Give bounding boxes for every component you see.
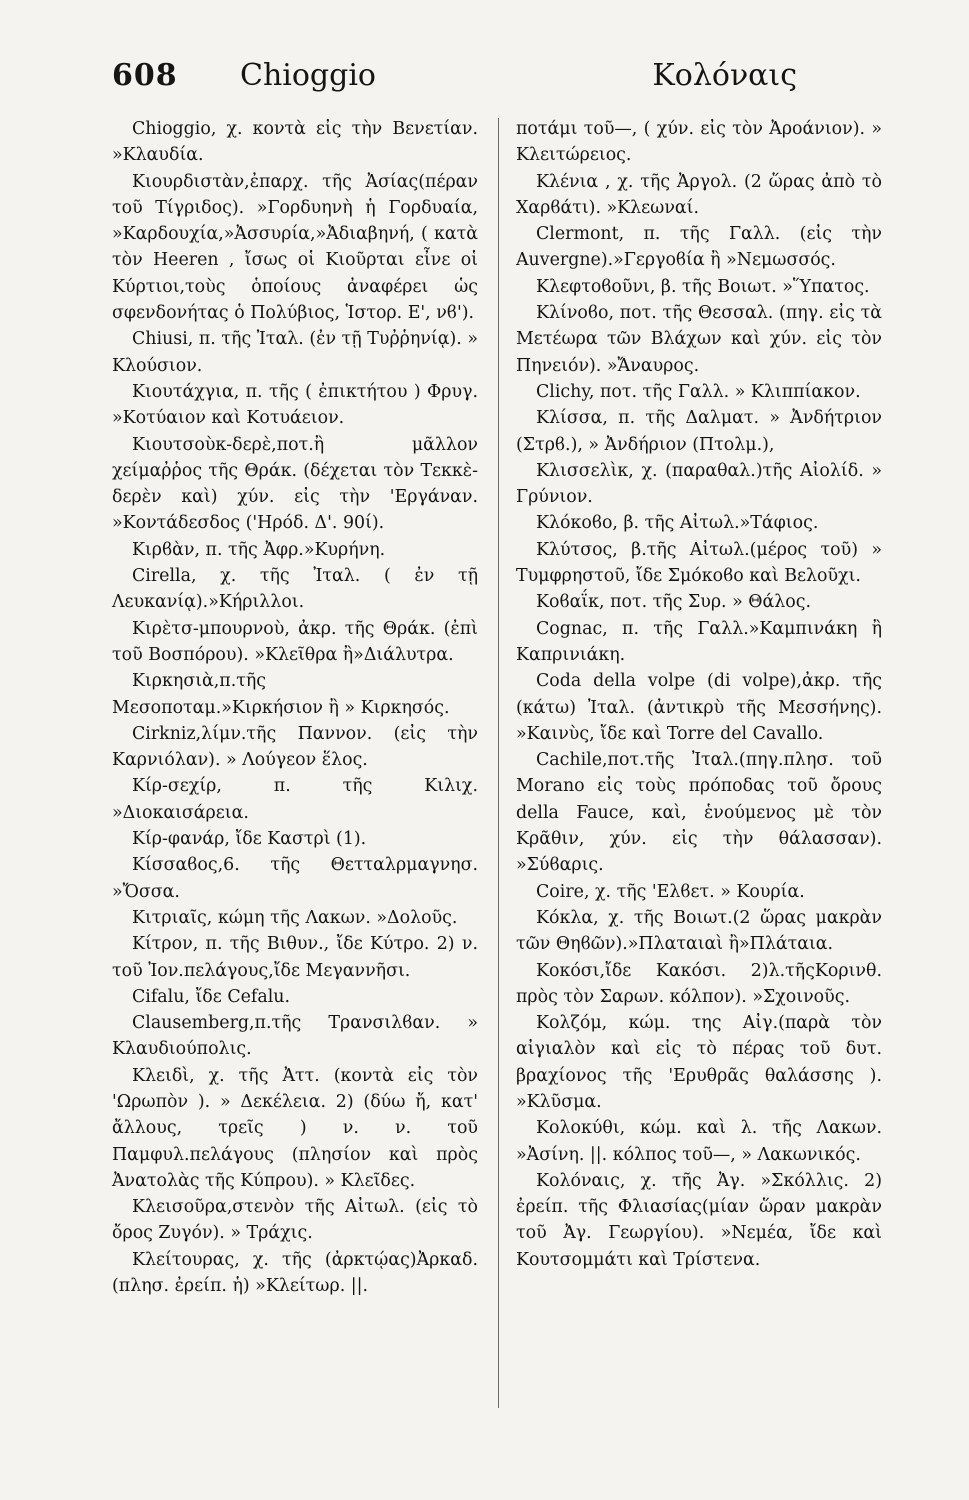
dictionary-entry: Κοκόσι,ἴδε Κακόσι. 2)λ.τῆςΚορινθ. πρὸς τὸν Σαρων. κόλπον). »Σχοινοῦς. [516,960,882,1007]
dictionary-entry: Clichy, ποτ. τῆς Γαλλ. » Κλιππίακον. [536,381,861,402]
dictionary-entry: Κιρκησιὰ,π.τῆς Μεσοποταμ.»Κιρκήσιον ἢ » Κιρκησός. [112,671,450,718]
dictionary-entry: Κλένια , χ. τῆς Ἀργολ. (2 ὥρας ἀπὸ τὸ Χαρϐάτι). »Κλεωναί. [516,171,882,218]
dictionary-entry: Κλειδὶ, χ. τῆς Ἀττ. (κοντὰ εἰς τὸν 'Ωρωπὸν ). » Δεκέλεια. 2) (δύω ἤ, κατ' ἄλλους, τρεῖς ) ν. ν. τοῦ Παμφυλ.πελάγους (πλησίον καὶ πρὸς Ἀνατολὰς τῆς Κύπρου). » Κλεῖδες. [112,1065,478,1191]
dictionary-entry: Κόκλα, χ. τῆς Βοιωτ.(2 ὥρας μακρὰν τῶν Θηϐῶν).»Πλαταιαὶ ἢ»Πλάταια. [516,907,882,955]
dictionary-entry: Κλισσελὶκ, χ. (παραθαλ.)τῆς Αἰολίδ. » Γρύνιον. [516,460,882,508]
dictionary-entry: Κιουρδιστὰν,ἐπαρχ. τῆς Ἀσίας(πέραν τοῦ Τίγριδος). »Γορδυηνὴ ἡ Γορδυαία, »Καρδουχία,»Ἀσσυρία,»Ἀδιαβηνή, ( κατὰ τὸν Heeren , ἴσως οἱ Κιοῦρται εἶνε οἱ Κύρτιοι,τοὺς ὁποίους ἀναφέρει ὡς σφενδονήτας ὁ Πολύβιος, Ἱστορ. Ε', νϐ'). [112,171,478,324]
dictionary-entry: Cirella, χ. τῆς Ἰταλ. ( ἐν τῇ Λευκανίᾳ).»Κήριλλοι. [112,566,478,613]
dictionary-entry: Cirkniz,λίμν.τῆς Παννον. (εἰς τὴν Καρνιόλαν). » Λούγεον ἕλος. [112,723,478,771]
dictionary-entry: Κλεφτοϐοῦνι, β. τῆς Βοιωτ. »Ὕπατος. [536,276,870,297]
column-divider [498,118,499,1408]
dictionary-entry: Κολοκύθι, κώμ. καὶ λ. τῆς Λακων. »Ἀσίνη. ||. κόλπος τοῦ—, » Λακωνικός. [516,1118,882,1165]
dictionary-entry: Cachile,ποτ.τῆς Ἰταλ.(πηγ.πλησ. τοῦ Morano εἰς τοὺς πρόποδας τοῦ ὄρους della Fauce, καὶ, ἑνούμενος μὲ τὸν Κρᾶθιν, χύν. εἰς τὴν θάλασσαν). »Σύϐαρις. [516,750,882,876]
dictionary-entry: Κίρ-φανάρ, ἴδε Καστρὶ (1). [132,829,367,850]
right-running-head: Κολόναις [652,58,797,93]
dictionary-entry: Clausemberg,π.τῆς Τρανσιλϐαν. » Κλαυδιούπολις. [112,1013,478,1060]
dictionary-entry: Cognac, π. τῆς Γαλλ.»Καμπινάκη ἢ Καπρινιάκη. [516,618,882,665]
dictionary-entry: Κοϐαΐκ, ποτ. τῆς Συρ. » Θάλος. [536,592,812,613]
page-number: 608 [112,58,178,93]
left-column [112,116,478,1299]
left-running-head: Chioggio [240,58,376,93]
dictionary-entry: Κλείτουρας, χ. τῆς (ἀρκτῴας)Ἀρκαδ. (πλησ. ἐρείπ. ἡ) »Κλείτωρ. ||. [112,1249,478,1297]
dictionary-entry: Κλίνοϐο, ποτ. τῆς Θεσσαλ. (πηγ. εἰς τὰ Μετέωρα τῶν Βλάχων καὶ χύν. εἰς τὸν Πηνειόν). »Ἄναυρος. [516,303,882,376]
dictionary-entry: Coda della volpe (di volpe),ἀκρ. τῆς (κάτω) Ἰταλ. (ἀντικρὺ τῆς Μεσσήνης). »Καινὺς, ἴδε καὶ Torre del Cavallo. [516,671,882,744]
dictionary-entry: Κολόναις, χ. τῆς Ἀγ. »Σκόλλις. 2) ἐρείπ. τῆς Φλιασίας(μίαν ὥραν μακρὰν τοῦ Ἀγ. Γεωργίου). »Νεμέα, ἴδε καὶ Κουτσομμάτι καὶ Τρίστενα. [516,1170,882,1270]
dictionary-entry: Κλόκοϐο, β. τῆς Αἰτωλ.»Τάφιος. [536,513,819,534]
right-column [516,116,882,1273]
dictionary-entry: Κιουτάχγια, π. τῆς ( ἐπικτήτου ) Φρυγ. »Κοτύαιον καὶ Κοτυάειον. [112,381,478,429]
dictionary-entry: Κλύτσος, β.τῆς Αἰτωλ.(μέρος τοῦ) » Τυμφρηστοῦ, ἴδε Σμόκοϐο καὶ Βελοῦχι. [516,539,882,587]
dictionary-entry: Chioggio, χ. κοντὰ εἰς τὴν Βενετίαν. »Κλαυδία. [112,119,478,166]
dictionary-entry: Coire, χ. τῆς 'Ελϐετ. » Κουρία. [536,881,805,902]
dictionary-entry: Κολζόμ, κώμ. της Αἰγ.(παρὰ τὸν αἰγιαλὸν καὶ εἰς τὸ πέρας τοῦ δυτ. βραχίονος τῆς 'Ερυθρᾶς θαλάσσης ). »Κλῦσμα. [516,1013,882,1112]
page-header [0,58,969,108]
dictionary-entry: Κίρ-σεχίρ, π. τῆς Κιλιχ. »Διοκαισάρεια. [112,776,478,823]
dictionary-entry: Κλίσσα, π. τῆς Δαλματ. » Ἀνδήτριον (Στρϐ.), » Ἀνδήριον (Πτολμ.), [516,408,882,455]
dictionary-entry: Κιουτσοὺκ-δερὲ,ποτ.ἢ μᾶλλον χείμαῤῥος τῆς Θράκ. (δέχεται τὸν Τεκκὲ-δερὲν καὶ) χύν. εἰς τὴν 'Εργάναν. »Κοντάδεσδος ('Ηρόδ. Δ'. 90ί). [112,434,478,534]
dictionary-entry: ποτάμι τοῦ—, ( χύν. εἰς τὸν Ἀροάνιον). » Κλειτώρειος. [516,119,882,166]
dictionary-entry: Clermont, π. τῆς Γαλλ. (εἰς τὴν Auvergne).»Γεργοϐία ἢ »Νεμωσσός. [516,224,882,271]
dictionary-entry: Κίτρον, π. τῆς Βιθυν., ἴδε Κύτρο. 2) ν. τοῦ Ἰον.πελάγους,ἴδε Μεγαννῆσι. [112,934,478,981]
dictionary-entry: Κιρϐὰν, π. τῆς Ἀφρ.»Κυρήνη. [132,539,386,560]
dictionary-entry: Κιτριαῖς, κώμη τῆς Λακων. »Δολοῦς. [132,907,458,928]
dictionary-entry: Κλεισοῦρα,στενὸν τῆς Αἰτωλ. (εἰς τὸ ὄρος Ζυγόν). » Τράχις. [112,1197,478,1244]
dictionary-entry: Κιρὲτσ-μπουρνοὺ, ἀκρ. τῆς Θράκ. (ἐπὶ τοῦ Βοσπόρου). »Κλεῖθρα ἢ»Διάλυτρα. [112,618,478,665]
dictionary-entry: Cifalu, ἴδε Cefalu. [132,986,291,1007]
dictionary-entry: Κίσσαϐος,6. τῆς Θετταλρμαγνησ. »Ὄσσα. [112,855,478,902]
dictionary-entry: Chiusi, π. τῆς Ἰταλ. (ἐν τῇ Τυῤῥηνίᾳ). » Κλούσιον. [112,329,478,376]
